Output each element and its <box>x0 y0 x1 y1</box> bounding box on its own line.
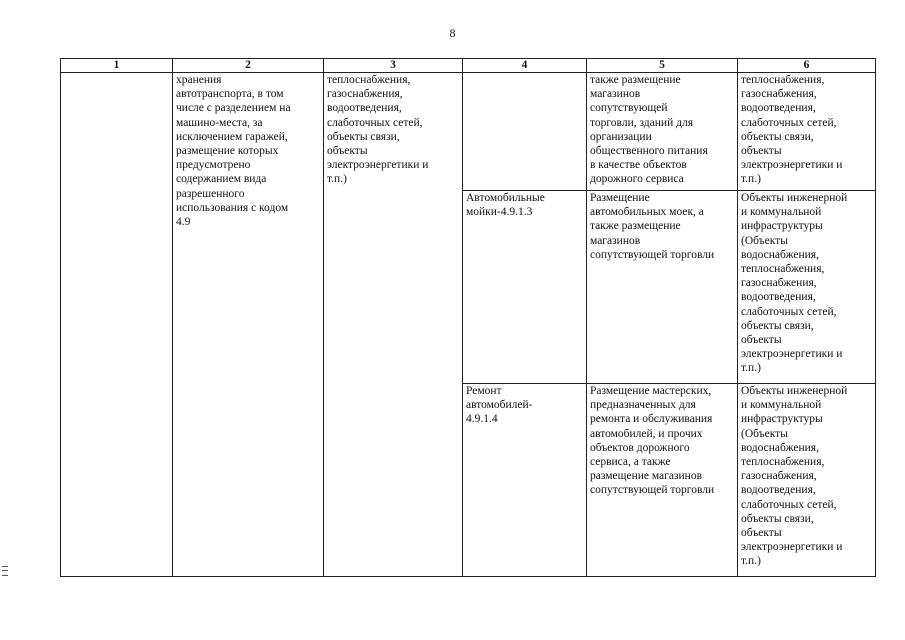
cell-row2-col4: Автомобильные мойки-4.9.1.3 <box>463 191 587 384</box>
cell-col-3-description: теплоснабжения, газоснабжения, водоотведения, слаботочных сетей, объекты связи, объекты электроэнергетики и т.п.) <box>324 73 463 577</box>
page-number: 8 <box>449 26 456 40</box>
header-col-3: 3 <box>324 59 463 73</box>
header-col-1: 1 <box>61 59 173 73</box>
cell-row2-col5: Размещение автомобильных моек, а также размещение магазинов сопутствующей торговли <box>587 191 738 384</box>
land-use-table <box>60 58 876 577</box>
header-col-2: 2 <box>173 59 324 73</box>
cell-row2-col6: Объекты инженерной и коммунальной инфраструктуры (Объекты водоснабжения, теплоснабжения, газоснабжения, водоотведения, слаботочных сетей, объекты связи, объекты электроэнергетики и т.п.) <box>738 191 876 384</box>
cell-row1-col5: также размещение магазинов сопутствующей торговли, зданий для организации общественного питания в качестве объектов дорожного сервиса <box>587 73 738 191</box>
cell-row1-col4 <box>463 73 587 191</box>
cell-row3-col6: Объекты инженерной и коммунальной инфраструктуры (Объекты водоснабжения, теплоснабжения, газоснабжения, водоотведения, слаботочных сетей, объекты связи, объекты электроэнергетики и т.п.) <box>738 384 876 577</box>
cell-row1-col6: теплоснабжения, газоснабжения, водоотведения, слаботочных сетей, объекты связи, объекты электроэнергетики и т.п.) <box>738 73 876 191</box>
cell-row3-col5: Размещение мастерских, предназначенных для ремонта и обслуживания автомобилей, и прочих объектов дорожного сервиса, а также размещение магазинов сопутствующей торговли <box>587 384 738 577</box>
cell-col-2-description: хранения автотранспорта, в том числе с разделением на машино-места, за исключением гаражей, размещение которых предусмотрено содержанием вида разрешенного использования с кодом 4.9 <box>173 73 324 577</box>
header-row <box>61 59 876 73</box>
header-col-6: 6 <box>738 59 876 73</box>
margin-mark <box>2 566 8 576</box>
cell-row3-col4: Ремонт автомобилей- 4.9.1.4 <box>463 384 587 577</box>
header-col-4: 4 <box>463 59 587 73</box>
cell-col-1 <box>61 73 173 577</box>
table-row <box>61 73 876 191</box>
header-col-5: 5 <box>587 59 738 73</box>
